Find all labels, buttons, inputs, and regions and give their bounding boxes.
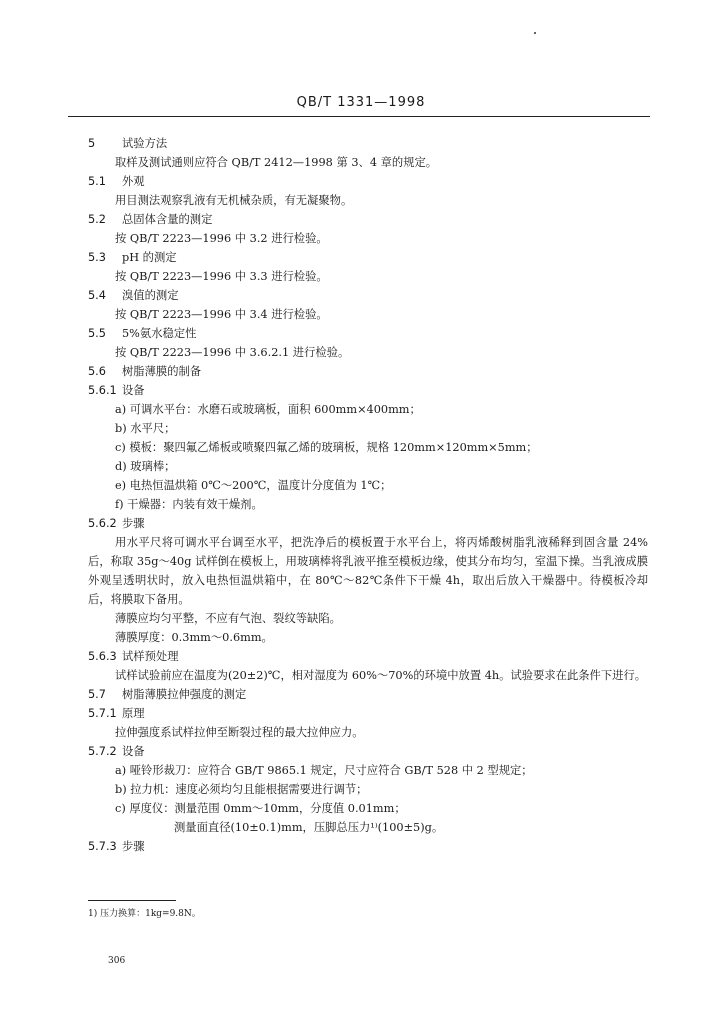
- body-line: 拉伸强度系试样拉伸至断裂过程的最大拉伸应力。: [115, 726, 364, 739]
- footnote-rule: [88, 900, 176, 901]
- section-number: 5.7.2: [88, 745, 117, 758]
- section-heading: [88, 514, 648, 533]
- section-heading: [88, 837, 648, 856]
- section-number: 5.7.1: [88, 707, 117, 720]
- section-title: 试验方法: [122, 137, 168, 150]
- body-line: 取样及测试通则应符合 QB/T 2412—1998 第 3、4 章的规定。: [115, 156, 438, 169]
- body-paragraph: 试样试验前应在温度为(20±2)℃，相对湿度为 60%～70%的环境中放置 4h。试验要求在此条件下进行。: [115, 669, 647, 682]
- section-number: 5.3: [88, 251, 106, 264]
- section-number: 5.5: [88, 327, 106, 340]
- section-title: 步骤: [122, 517, 145, 530]
- section-heading: [88, 647, 648, 666]
- section-number: 5.7.3: [88, 840, 117, 853]
- section-number: 5.6.2: [88, 517, 117, 530]
- body-line: f) 干燥器：内装有效干燥剂。: [115, 498, 263, 511]
- section-number: 5.6: [88, 365, 106, 378]
- body-line: 按 QB/T 2223—1996 中 3.2 进行检验。: [115, 232, 328, 245]
- section-title: 总固体含量的测定: [122, 213, 213, 226]
- section-title: 试样预处理: [122, 650, 179, 663]
- body-line: 按 QB/T 2223—1996 中 3.4 进行检验。: [115, 308, 328, 321]
- body-line: 薄膜厚度：0.3mm～0.6mm。: [115, 631, 273, 644]
- page-header-code: QB/T 1331—1998: [296, 95, 426, 110]
- section-number: 5: [88, 137, 96, 150]
- section-heading: [88, 134, 648, 153]
- section-heading: [88, 286, 648, 305]
- section-title: 外观: [122, 175, 145, 188]
- section-heading: [88, 172, 648, 191]
- section-title: 树脂薄膜拉伸强度的测定: [122, 688, 247, 701]
- body-line: a) 可调水平台：水磨石或玻璃板，面积 600mm×400mm；: [115, 403, 421, 416]
- body-line: d) 玻璃棒；: [115, 460, 176, 473]
- section-title: pH 的测定: [122, 251, 177, 264]
- section-number: 5.2: [88, 213, 106, 226]
- section-heading: [88, 381, 648, 400]
- section-number: 5.7: [88, 688, 106, 701]
- body-line: 薄膜应均匀平整，不应有气泡、裂纹等缺陷。: [115, 612, 341, 625]
- body-line: b) 水平尺；: [115, 422, 176, 435]
- document-body: [88, 134, 648, 856]
- page-number: 306: [108, 956, 126, 966]
- body-line: c) 厚度仪：测量范围 0mm～10mm，分度值 0.01mm；: [115, 802, 406, 815]
- continuation-line: 测量面直径(10±0.1)mm，压脚总压力¹⁾(100±5)g。: [174, 821, 444, 834]
- section-title: 溴值的测定: [122, 289, 179, 302]
- section-heading: [88, 685, 648, 704]
- section-number: 5.4: [88, 289, 106, 302]
- section-number: 5.6.1: [88, 384, 117, 397]
- body-line: e) 电热恒温烘箱 0℃～200℃，温度计分度值为 1℃；: [115, 479, 392, 492]
- section-heading: [88, 324, 648, 343]
- section-heading: [88, 210, 648, 229]
- body-line: 按 QB/T 2223—1996 中 3.3 进行检验。: [115, 270, 328, 283]
- body-line: c) 模板：聚四氟乙烯板或喷聚四氟乙烯的玻璃板，规格 120mm×120mm×5mm；: [115, 441, 538, 454]
- body-line: a) 哑铃形裁刀：应符合 GB/T 9865.1 规定，尺寸应符合 GB/T 528 中 2 型规定；: [115, 764, 533, 777]
- section-heading: [88, 742, 648, 761]
- section-number: 5.1: [88, 175, 106, 188]
- section-heading: [88, 362, 648, 381]
- section-title: 设备: [122, 384, 145, 397]
- header-rule: [68, 116, 650, 117]
- body-paragraph: 用水平尺将可调水平台调至水平，把洗净后的模板置于水平台上，将丙烯酸树脂乳液稀释到固含量 24%后，称取 35g～40g 试样倒在模板上，用玻璃棒将乳液平推至模板边缘，使其分布均匀，室温下操。当乳液成膜外观呈透明状时，放入电热恒温烘箱中，在 80℃～82℃条件下干燥 4h，取出后放入干燥器中。待模板冷却后，将膜取下备用。: [88, 536, 648, 606]
- speck-mark: [534, 32, 536, 34]
- body-line: 按 QB/T 2223—1996 中 3.6.2.1 进行检验。: [115, 346, 350, 359]
- section-heading: [88, 704, 648, 723]
- section-title: 原理: [122, 707, 145, 720]
- body-line: b) 拉力机：速度必须均匀且能根据需要进行调节；: [115, 783, 368, 796]
- section-title: 树脂薄膜的制备: [122, 365, 202, 378]
- section-title: 步骤: [122, 840, 145, 853]
- section-number: 5.6.3: [88, 650, 117, 663]
- section-heading: [88, 248, 648, 267]
- body-line: 用目测法观察乳液有无机械杂质，有无凝聚物。: [115, 194, 353, 207]
- footnote: 1) 压力换算：1kg=9.8N。: [88, 909, 201, 919]
- section-title: 5%氨水稳定性: [122, 327, 197, 340]
- section-title: 设备: [122, 745, 145, 758]
